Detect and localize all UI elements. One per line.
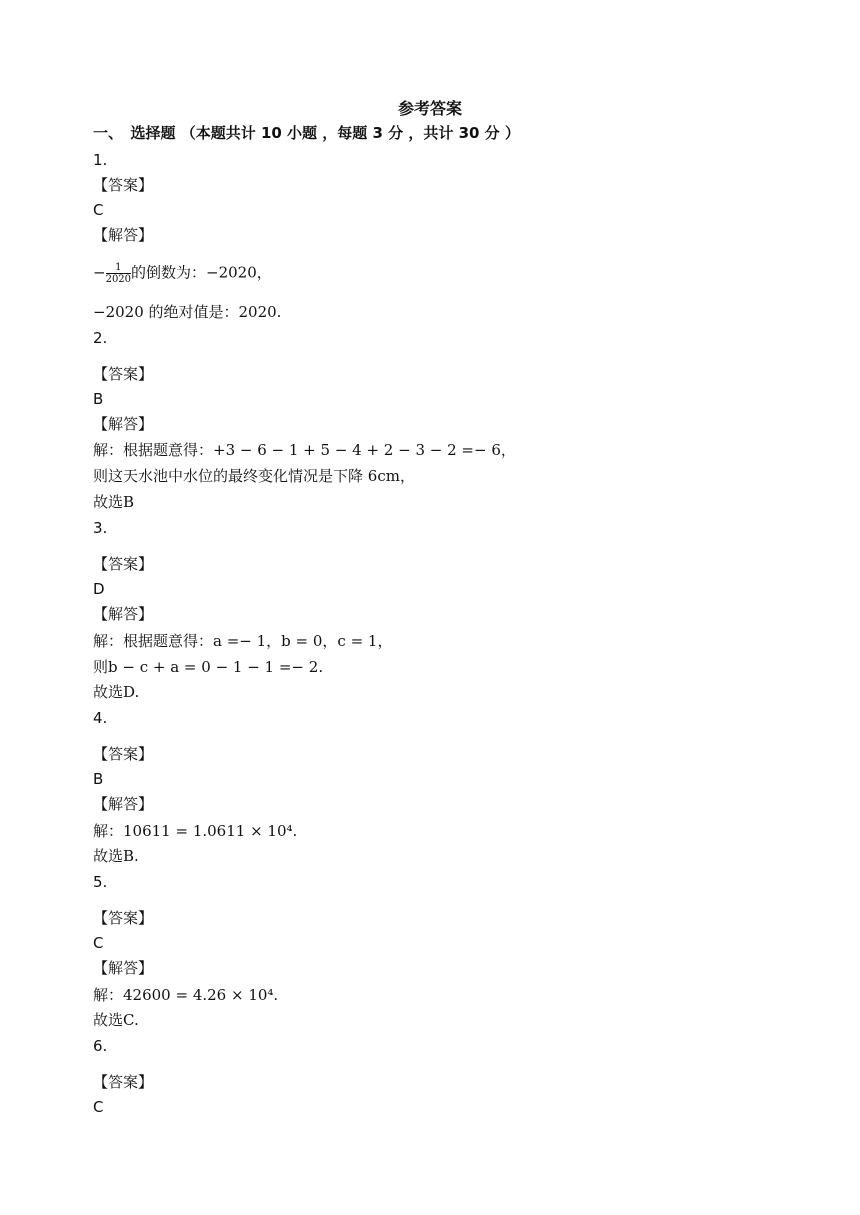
answer-label: 【答案】 xyxy=(93,365,154,383)
solution-label: 【解答】 xyxy=(93,415,154,433)
question-number: 4. xyxy=(93,709,108,727)
question-number: 6. xyxy=(93,1037,108,1055)
answer-label: 【答案】 xyxy=(93,745,154,763)
answer-label: 【答案】 xyxy=(93,1073,154,1091)
fraction-denominator: 2020 xyxy=(105,274,132,285)
solution-line xyxy=(93,262,272,285)
answer-label: 【答案】 xyxy=(93,909,154,927)
question-number: 2. xyxy=(93,329,108,347)
solution-line: 解：42600 = 4.26 × 10⁴. xyxy=(93,986,279,1004)
solution-label: 【解答】 xyxy=(93,605,154,623)
section-heading: 一、 选择题 （本题共计 10 小题 ，每题 3 分 ，共计 30 分 ） xyxy=(93,124,520,142)
answer-label: 【答案】 xyxy=(93,555,154,573)
solution-line: 解：根据题意得：+3 − 6 − 1 + 5 − 4 + 2 − 3 − 2 =− 6， xyxy=(93,441,516,459)
solution-line: 故选D. xyxy=(93,683,140,701)
solution-line: 故选B. xyxy=(93,847,139,865)
solution-line: 解：根据题意得：a =− 1，b = 0，c = 1， xyxy=(93,632,393,650)
solution-text: 的倒数为：−2020， xyxy=(131,263,272,282)
solution-line: 则b − c + a = 0 − 1 − 1 =− 2. xyxy=(93,658,324,676)
answer-value: C xyxy=(93,201,104,219)
answer-value: D xyxy=(93,580,105,598)
answer-value: B xyxy=(93,770,104,788)
solution-label: 【解答】 xyxy=(93,959,154,977)
answer-value: B xyxy=(93,390,104,408)
question-number: 3. xyxy=(93,519,108,537)
minus-sign: − xyxy=(93,263,106,282)
question-number: 5. xyxy=(93,873,108,891)
answer-value: C xyxy=(93,934,104,952)
solution-line: 解：10611 = 1.0611 × 10⁴. xyxy=(93,822,298,840)
question-number: 1. xyxy=(93,151,108,169)
answer-label: 【答案】 xyxy=(93,176,154,194)
solution-line: 故选C. xyxy=(93,1011,139,1029)
solution-line: 则这天水池中水位的最终变化情况是下降 6cm， xyxy=(93,467,415,485)
solution-line: −2020 的绝对值是：2020. xyxy=(93,303,282,321)
fraction xyxy=(106,262,131,285)
solution-line: 故选B xyxy=(93,493,135,511)
solution-label: 【解答】 xyxy=(93,795,154,813)
page-title: 参考答案 xyxy=(397,99,462,118)
answer-value: C xyxy=(93,1098,104,1116)
fraction-numerator: 1 xyxy=(106,262,131,274)
solution-label: 【解答】 xyxy=(93,226,154,244)
